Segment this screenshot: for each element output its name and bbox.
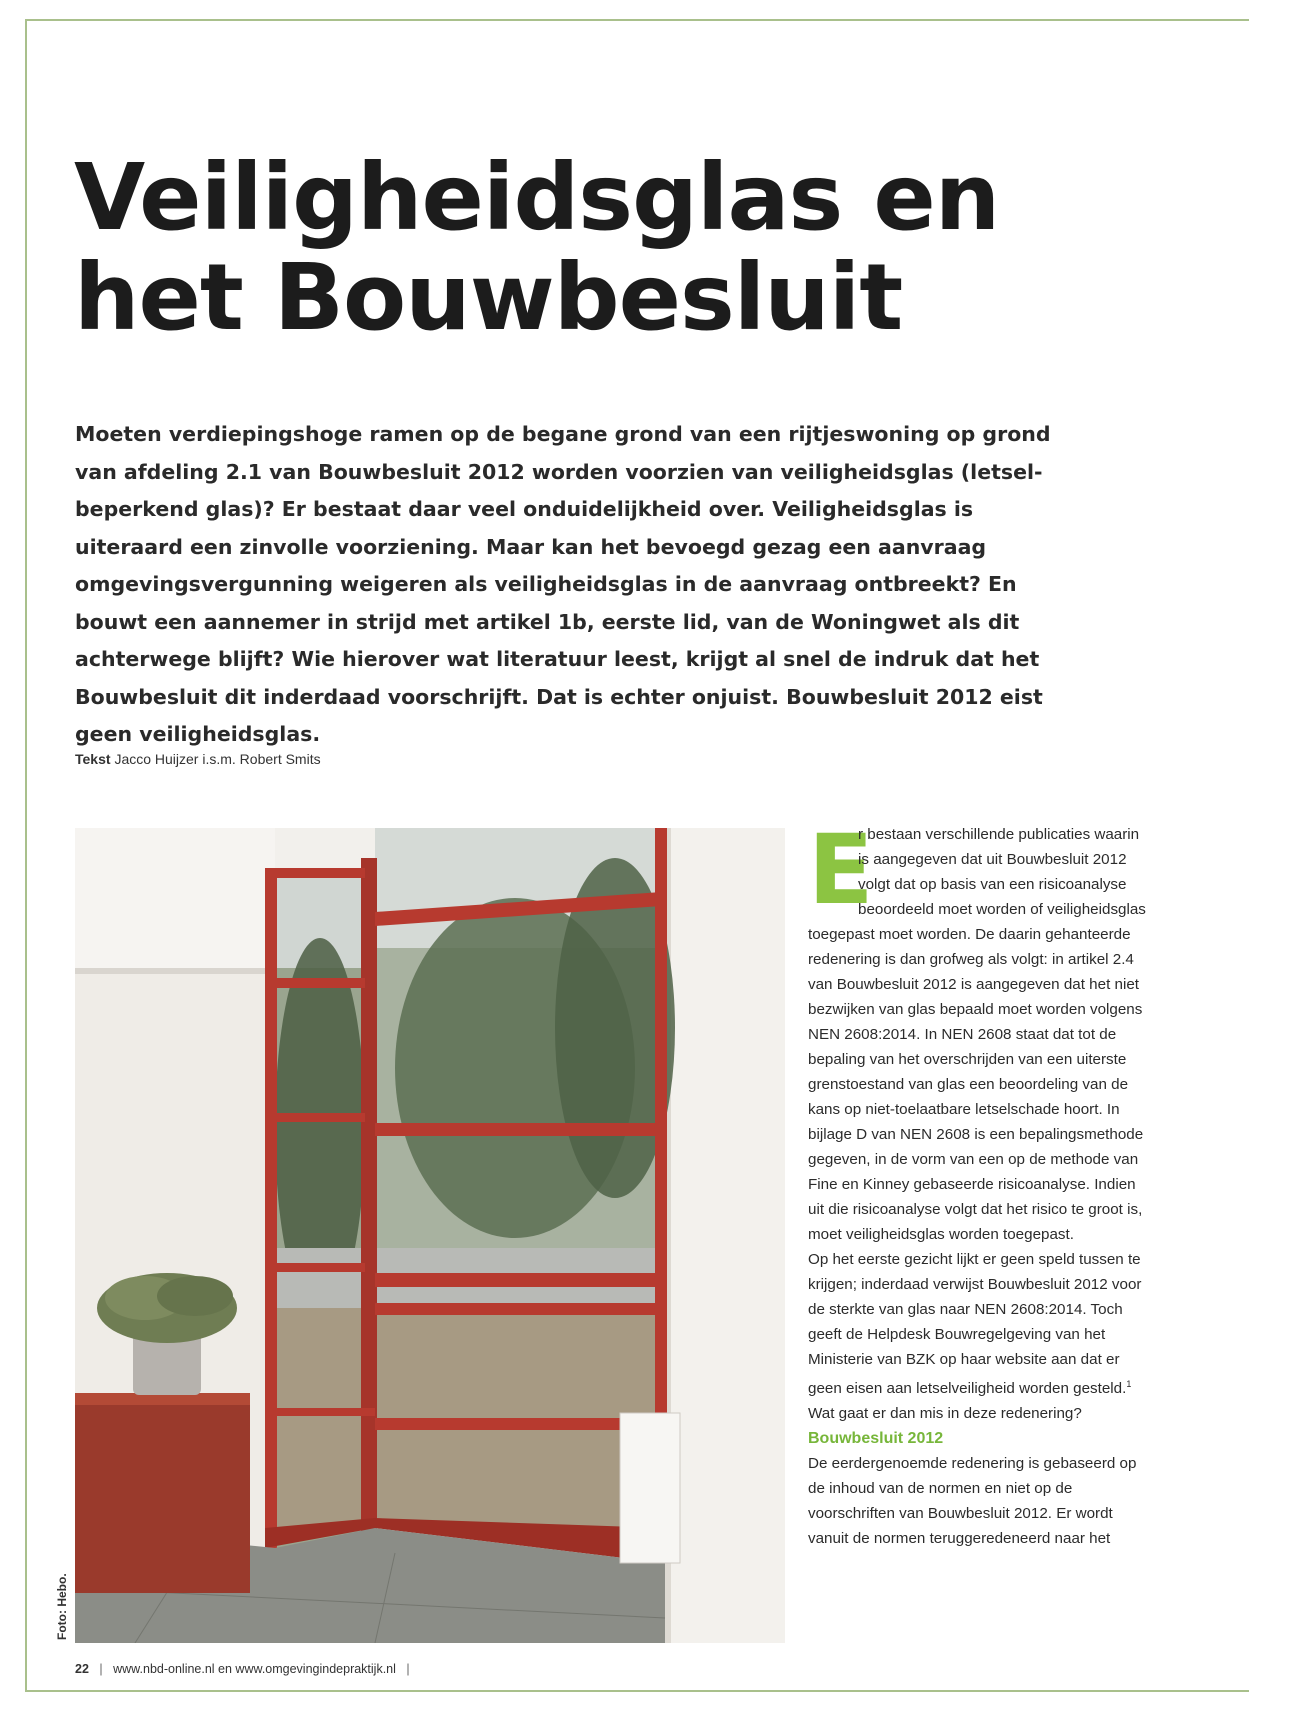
- article-lead: Moeten verdiepingshoge ramen op de begane grond van een rijtjeswoning op grond van afdeling 2.1 van Bouwbesluit 2012 worden voorzien van veiligheidsglas (letselbeperkend glas)? Er bestaat daar veel onduidelijkheid over. Veiligheidsglas is uiteraard een zinvolle voorziening. Maar kan het bevoegd gezag een aanvraag omgevingsvergunning weigeren als veiligheidsglas in de aanvraag ontbreekt? En bouwt een aannemer in strijd met artikel 1b, eerste lid, van de Woningwet als dit achterwege blijft? Wie hierover wat literatuur leest, krijgt al snel de indruk dat het Bouwbesluit dit inderdaad voorschrijft. Dat is echter onjuist. Bouwbesluit 2012 eist geen veiligheidsglas.: [75, 422, 1051, 746]
- author-credit: [75, 751, 321, 767]
- body-paragraph-2: [808, 1247, 1153, 1426]
- article-body: [808, 814, 1153, 1551]
- credit-authors: Jacco Huijzer i.s.m. Robert Smits: [114, 751, 321, 767]
- dropcap-letter: E: [808, 814, 874, 926]
- body-paragraph-2-text: Op het eerste gezicht lijkt er geen speld tussen te krijgen; inderdaad verwijst Bouwbesluit 2012 voor de sterkte van glas naar NEN 2608:2014. Toch geeft de Helpdesk Bouwregelgeving van het Ministerie van BZK op haar website aan dat er geen eisen aan letselveiligheid worden gesteld.: [808, 1251, 1142, 1398]
- body-paragraph-1: r bestaan verschillende publicaties waarin is aangegeven dat uit Bouwbesluit 2012 volgt dat op basis van een risicoanalyse beoordeeld moet worden of veiligheidsglas toegepast moet worden. De daarin gehanteerde redenering is dan grofweg als volgt: in artikel 2.4 van Bouwbesluit 2012 is aangegeven dat het niet bezwijken van glas bepaald moet worden volgens NEN 2608:2014. In NEN 2608 staat dat tot de bepaling van het overschrijden van een uiterste grenstoestand van glas een beoordeling van de kans op niet-toelaatbare letselschade hoort. In bijlage D van NEN 2608 is een bepalingsmethode gegeven, in de vorm van een op de methode van Fine en Kinney gebaseerde risicoanalyse. Indien uit die risicoanalyse volgt dat het risico te groot is, moet veiligheidsglas worden toegepast.: [808, 826, 1146, 1243]
- page-frame-top: [25, 19, 1249, 21]
- body-paragraph-3: De eerdergenoemde redenering is gebaseerd op de inhoud van de normen en niet op de voorschriften van Bouwbesluit 2012. Er wordt vanuit de normen teruggeredeneerd naar het: [808, 1455, 1137, 1548]
- body-paragraph-2-end: Wat gaat er dan mis in deze redenering?: [808, 1405, 1082, 1423]
- page-frame-left: [25, 19, 27, 1691]
- photo-window-corner: [75, 828, 785, 1643]
- footer-separator: |: [99, 1662, 103, 1676]
- page-frame-bottom: [25, 1690, 1249, 1692]
- footnote-marker: 1: [1126, 1379, 1132, 1389]
- section-heading: Bouwbesluit 2012: [808, 1430, 944, 1448]
- footer-end-separator: |: [406, 1662, 410, 1676]
- page-footer: [75, 1662, 417, 1676]
- page-number: 22: [75, 1662, 89, 1676]
- footer-websites: www.nbd-online.nl en www.omgevingindepraktijk.nl: [113, 1662, 396, 1676]
- article-photo: [75, 828, 785, 1643]
- credit-label: Tekst: [75, 751, 111, 767]
- article-title: Veiligheidsglas en het Bouwbesluit: [74, 144, 1000, 351]
- photo-caption: Foto: Hebo.: [55, 1573, 69, 1640]
